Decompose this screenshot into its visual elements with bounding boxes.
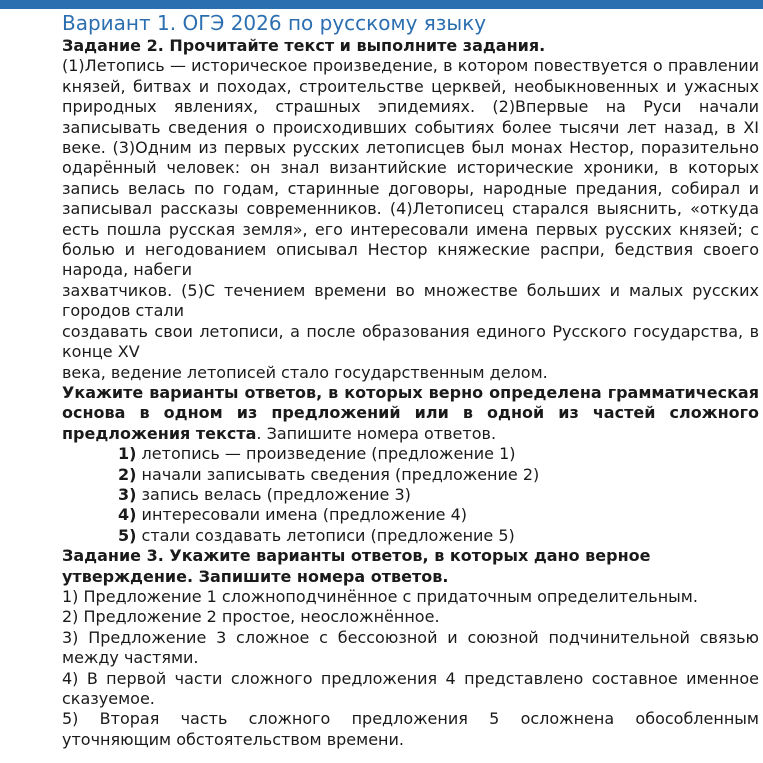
task2-text-line: века, ведение летописей стало государственным делом.: [62, 362, 548, 382]
task3-statement: 4) В первой части сложного предложения 4 представлено составное именное сказуемое.: [62, 668, 759, 708]
task2-text-line: захватчиков. (5)С течением времени во множестве больших и малых русских городов стали: [62, 280, 759, 321]
task2-instruction-bold: Укажите варианты ответов, в которых верно определена грамматическая основа в одном из предложений или в одной из частей сложного предложения текста: [62, 382, 759, 443]
option-item: [118, 485, 759, 505]
task3-statement: 5) Вторая часть сложного предложения 5 осложнена обособленным уточняющим обстоятельством времени.: [62, 709, 759, 749]
option-item: [118, 505, 759, 525]
task3-statement: 2) Предложение 2 простое, неосложнённое.: [62, 607, 440, 627]
task3-statement: 1) Предложение 1 сложноподчинённое с придаточным определительным.: [62, 586, 698, 606]
option-text: начали записывать сведения (предложение 2): [141, 464, 540, 484]
option-text: запись велась (предложение 3): [141, 484, 411, 504]
task2-text-line: создавать свои летописи, а после образования единого Русского государства, в конце XV: [62, 321, 759, 362]
option-number: 3): [118, 484, 137, 504]
option-item: [118, 465, 759, 485]
task2-instruction-rest: . Запишите номера ответов.: [256, 423, 497, 443]
task2-instruction: [62, 383, 759, 444]
task2-options-list: [62, 444, 759, 546]
top-accent-bar: [0, 0, 763, 9]
option-item: [118, 444, 759, 464]
option-number: 5): [118, 525, 137, 545]
page-title: Вариант 1. ОГЭ 2026 по русскому языку: [62, 11, 487, 35]
option-number: 4): [118, 505, 137, 525]
option-number: 1): [118, 444, 137, 464]
option-text: стали создавать летописи (предложение 5): [141, 525, 515, 545]
task3-heading: Задание 3. Укажите варианты ответов, в которых дано верное утверждение. Запишите номера ответов.: [62, 546, 651, 586]
option-text: интересовали имена (предложение 4): [141, 505, 468, 525]
option-item: [118, 526, 759, 546]
task3-statement: 3) Предложение 3 сложное с бессоюзной и союзной подчинительной связью между частями.: [62, 627, 759, 668]
task2-heading: Задание 2. Прочитайте текст и выполните задания.: [62, 36, 546, 55]
option-text: летопись — произведение (предложение 1): [141, 444, 516, 464]
option-number: 2): [118, 464, 137, 484]
task2-text-paragraph: (1)Летопись — историческое произведение, в котором повествуется о правлении князей, битвах и походах, строительстве церквей, необыкновенных и ужасных природных явлениях, страшных эпидемиях. (2)Впервые на Руси начали записывать сведения о происходивших событиях более тысячи лет назад, в XI веке. (3)Одним из первых русских летописцев был монах Нестор, поразительно одарённый человек: он знал византийские исторические хроники, в которых запись велась по годам, старинные договоры, народные предания, собирал и записывал рассказы современников. (4)Летописец старался выяснить, «откуда есть пошла русская земля», его интересовали имена первых русских князей; с болью и негодованием описывал Нестор княжеские распри, бедствия своего народа, набеги: [62, 56, 759, 280]
document-page: [62, 10, 759, 750]
